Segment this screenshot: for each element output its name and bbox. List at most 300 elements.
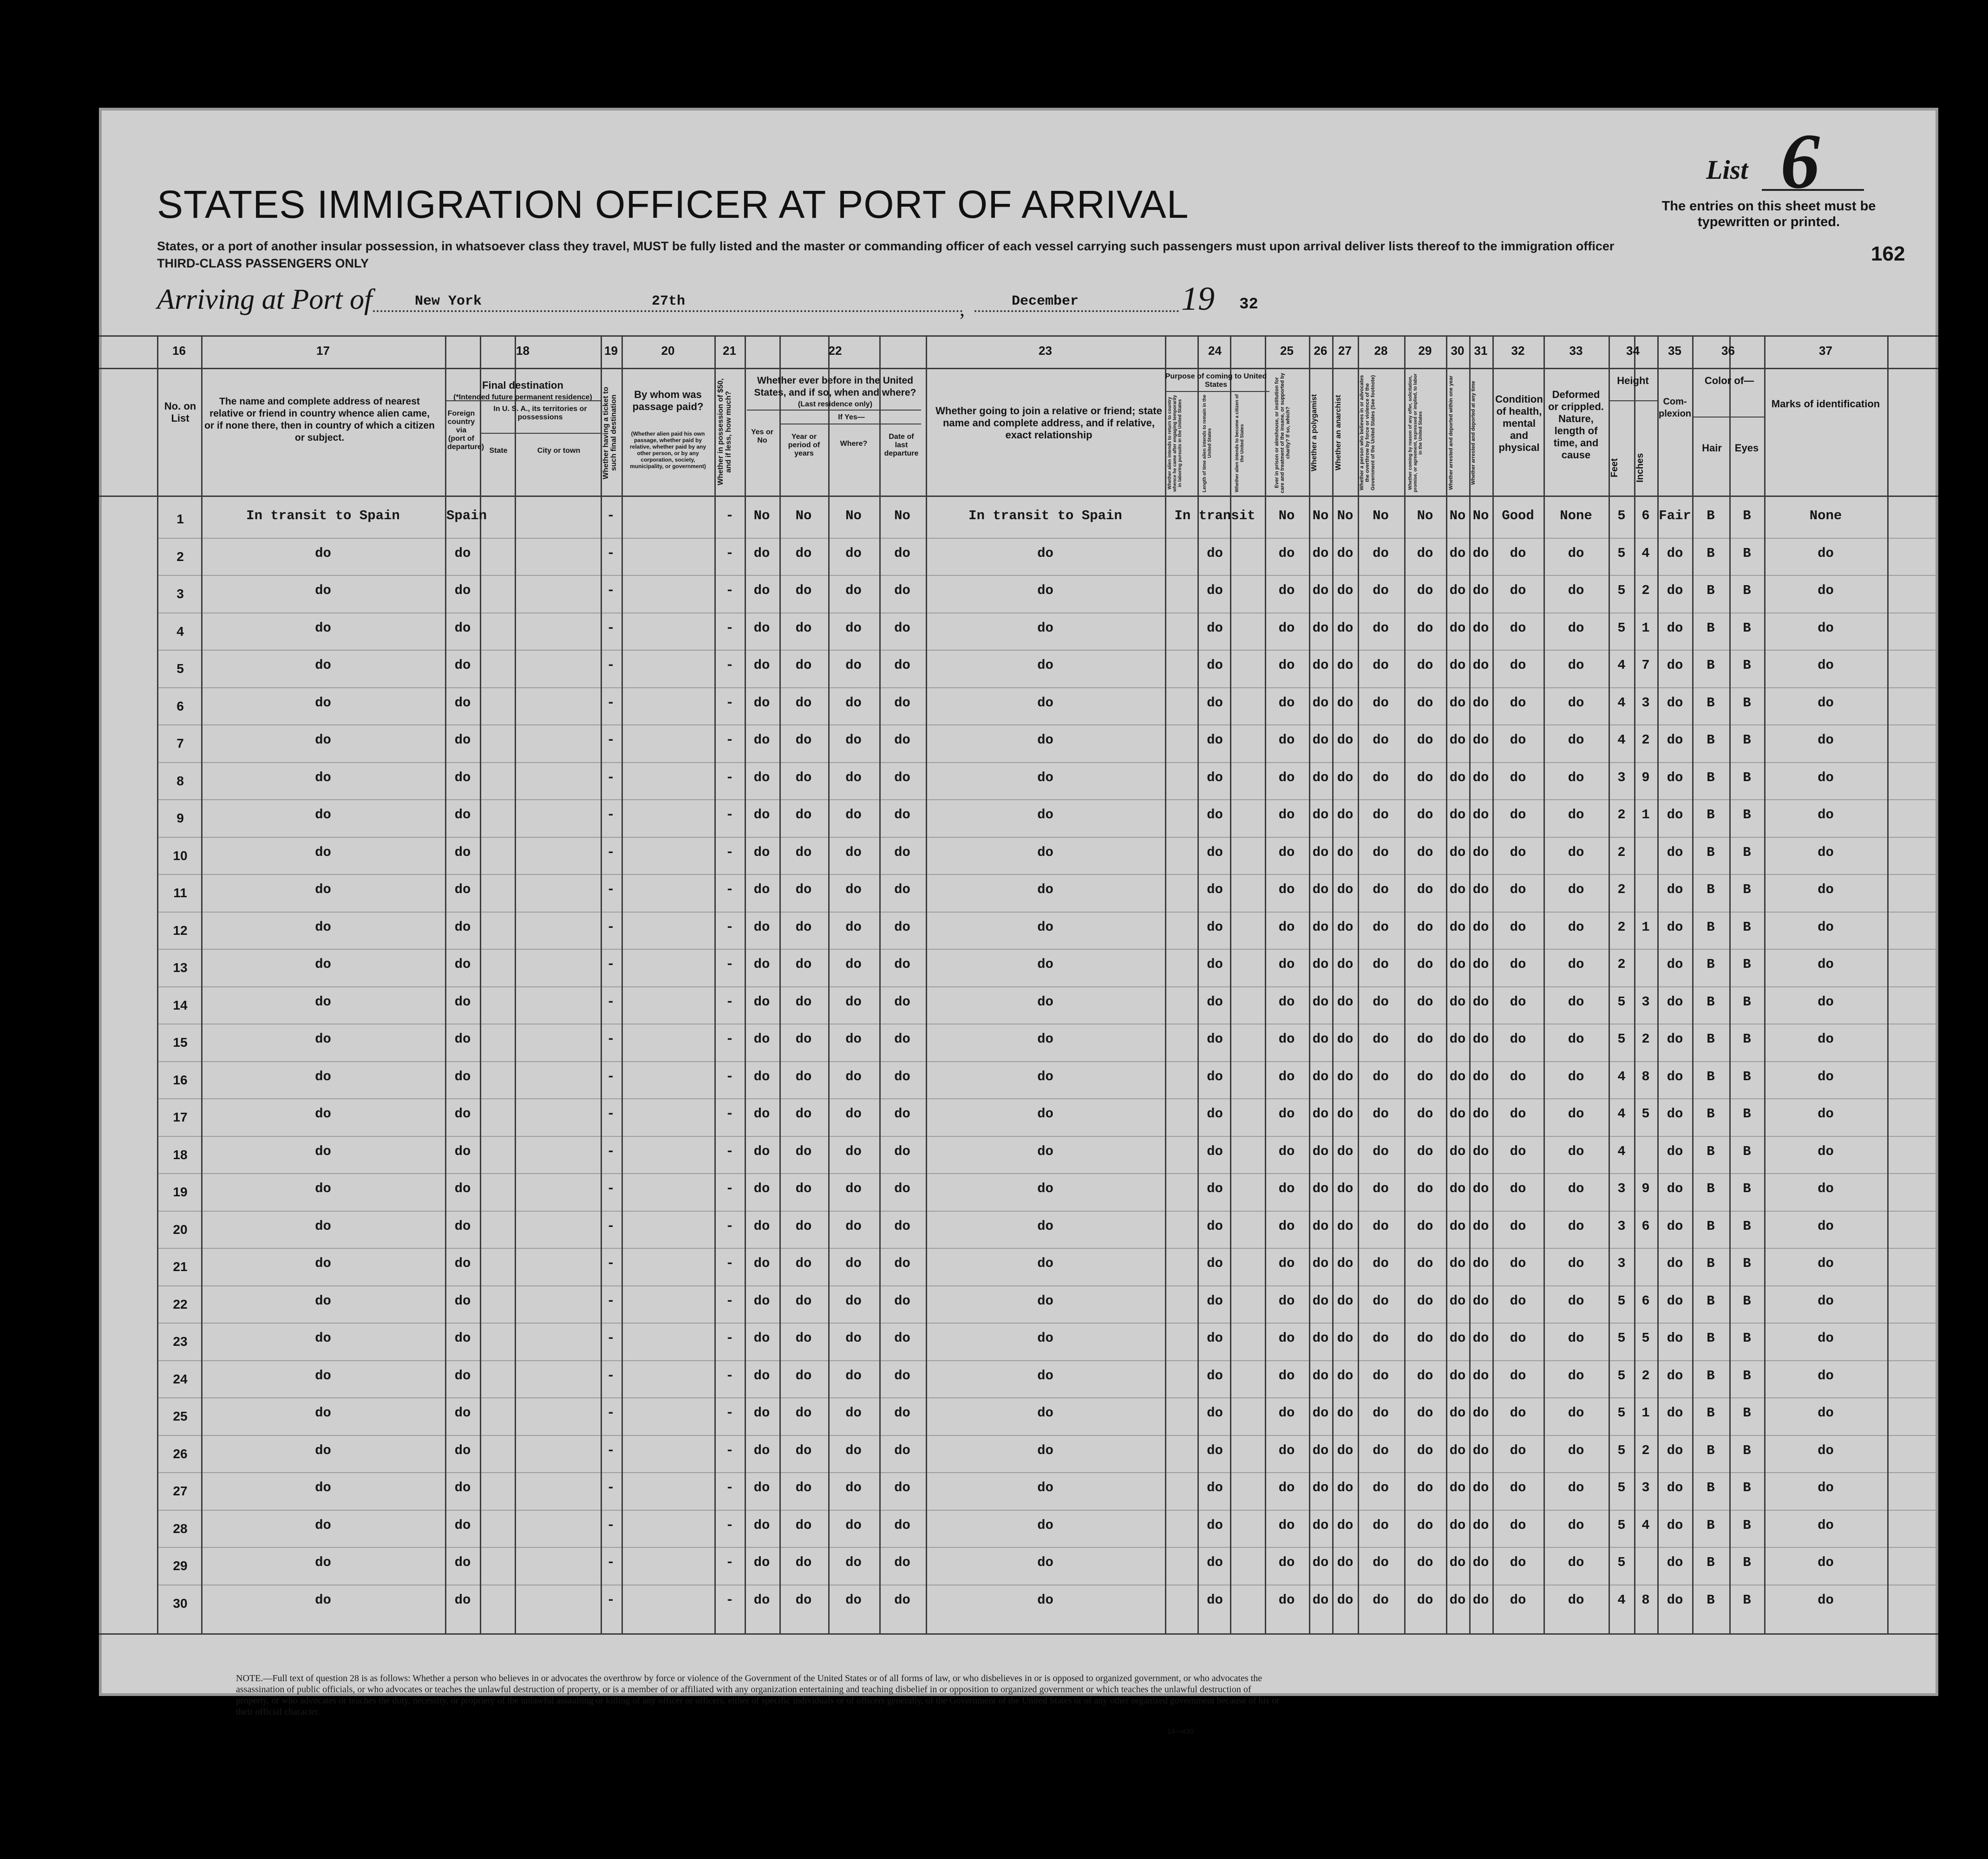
- cell-c17: do: [315, 1293, 331, 1309]
- cell-in: 9: [1641, 770, 1650, 785]
- cell-c37: do: [1818, 1442, 1834, 1458]
- cell-in: 7: [1641, 658, 1650, 673]
- divider: [747, 410, 921, 411]
- cell-c23: do: [1037, 658, 1053, 673]
- cell-c33: None: [1560, 508, 1592, 523]
- cell-dt: do: [894, 919, 910, 935]
- cell-c18: do: [454, 1181, 471, 1196]
- cell-in: 2: [1641, 732, 1650, 748]
- cell-wh: do: [845, 583, 862, 598]
- cell-c25: do: [1278, 1592, 1295, 1608]
- cell-c33: do: [1568, 1293, 1584, 1309]
- cell-yn: do: [753, 583, 770, 598]
- cell-c23: do: [1037, 695, 1053, 711]
- cell-c24: do: [1207, 1143, 1223, 1159]
- cell-hair: B: [1707, 658, 1715, 673]
- row-number: 28: [173, 1521, 188, 1536]
- column-number: 19: [604, 344, 618, 358]
- cell-c17: do: [315, 844, 331, 860]
- cell-c35: do: [1667, 807, 1683, 822]
- cell-c18: do: [454, 807, 471, 822]
- year-value: 32: [1239, 296, 1258, 313]
- cell-c27: do: [1337, 1106, 1354, 1122]
- cell-hair: B: [1707, 1592, 1715, 1608]
- cell-c21: -: [726, 1143, 734, 1159]
- cell-yn: do: [753, 1592, 770, 1608]
- port-value: New York: [415, 294, 482, 309]
- cell-yr: do: [795, 1218, 812, 1234]
- cell-c30: do: [1449, 1442, 1466, 1458]
- cell-c19: -: [607, 1031, 615, 1047]
- cell-c28: do: [1373, 807, 1389, 822]
- cell-yn: do: [753, 1143, 770, 1159]
- cell-c24: do: [1207, 658, 1223, 673]
- header-complexion: Com-plexion: [1659, 397, 1692, 419]
- cell-yr: do: [795, 658, 812, 673]
- cell-yr: do: [795, 1368, 812, 1383]
- cell-ft: 3: [1617, 1181, 1626, 1196]
- cell-c32: do: [1510, 844, 1526, 860]
- column-number: 22: [828, 344, 842, 358]
- cell-hair: B: [1707, 1106, 1715, 1122]
- cell-eyes: B: [1743, 545, 1751, 561]
- header-purpose-return: Whether alien intends to return to country whence he came after engaging temporarily in laboring pursuits in the United States: [1167, 395, 1183, 492]
- cell-c35: do: [1667, 658, 1683, 673]
- cell-c29: do: [1417, 1181, 1433, 1196]
- cell-c24: do: [1207, 1293, 1223, 1309]
- cell-yn: do: [753, 658, 770, 673]
- row-number: 4: [177, 624, 184, 639]
- cell-c27: do: [1337, 732, 1354, 748]
- row-rule: [157, 762, 1938, 763]
- cell-c19: -: [607, 508, 615, 523]
- cell-yn: do: [753, 882, 770, 897]
- header-deported-any: Whether arrested and deported at any time: [1471, 381, 1476, 485]
- cell-c32: do: [1510, 1218, 1526, 1234]
- cell-eyes: B: [1743, 844, 1751, 860]
- cell-c24: do: [1207, 1517, 1223, 1533]
- cell-c26: do: [1312, 882, 1329, 897]
- cell-wh: do: [845, 1143, 862, 1159]
- cell-c17: do: [315, 1181, 331, 1196]
- cell-eyes: B: [1743, 1143, 1751, 1159]
- cell-c29: do: [1417, 1331, 1433, 1346]
- header-purpose: Purpose of coming to United States: [1165, 372, 1267, 389]
- cell-c26: do: [1312, 957, 1329, 972]
- cell-c28: do: [1373, 1442, 1389, 1458]
- cell-c18: Spain: [446, 508, 487, 523]
- cell-ft: 4: [1617, 732, 1626, 748]
- cell-c28: do: [1373, 1106, 1389, 1122]
- cell-c23: do: [1037, 1331, 1053, 1346]
- cell-c17: do: [315, 1368, 331, 1383]
- cell-c33: do: [1568, 1442, 1584, 1458]
- cell-c17: do: [315, 695, 331, 711]
- cell-dt: do: [894, 1031, 910, 1047]
- cell-c17: do: [315, 994, 331, 1010]
- header-final-destination-sub: (*Intended future permanent residence): [453, 393, 592, 401]
- cell-c29: do: [1417, 583, 1433, 598]
- cell-c27: do: [1337, 620, 1354, 636]
- cell-c35: do: [1667, 957, 1683, 972]
- cell-c28: do: [1373, 583, 1389, 598]
- arriving-label: Arriving at Port of: [157, 284, 373, 315]
- cell-c21: -: [726, 1555, 734, 1570]
- cell-c31: do: [1472, 807, 1489, 822]
- row-rule: [157, 1098, 1938, 1099]
- cell-hair: B: [1707, 1480, 1715, 1495]
- page-number: 162: [1871, 242, 1905, 265]
- cell-dt: do: [894, 1218, 910, 1234]
- row-rule: [157, 1211, 1938, 1212]
- cell-c17: do: [315, 807, 331, 822]
- cell-c19: -: [607, 1480, 615, 1495]
- cell-in: 1: [1641, 1405, 1650, 1421]
- cell-yn: do: [753, 1368, 770, 1383]
- cell-c21: -: [726, 1181, 734, 1196]
- column-divider: [1634, 335, 1635, 1633]
- cell-c26: do: [1312, 1368, 1329, 1383]
- cell-ft: 2: [1617, 844, 1626, 860]
- day-value: 27th: [652, 294, 686, 309]
- cell-yn: No: [753, 508, 770, 523]
- cell-c33: do: [1568, 583, 1584, 598]
- header-join-relative: Whether going to join a relative or friend; state name and complete address, and if relative, exact relationship: [935, 405, 1162, 441]
- row-number: 24: [173, 1371, 188, 1386]
- cell-c19: -: [607, 1442, 615, 1458]
- cell-yr: do: [795, 957, 812, 972]
- cell-c24: do: [1207, 1368, 1223, 1383]
- cell-c26: do: [1312, 1592, 1329, 1608]
- cell-yr: do: [795, 732, 812, 748]
- cell-yr: do: [795, 583, 812, 598]
- cell-yr: No: [795, 508, 812, 523]
- cell-c17: do: [315, 658, 331, 673]
- cell-c18: do: [454, 1442, 471, 1458]
- cell-yn: do: [753, 807, 770, 822]
- cell-c19: -: [607, 1517, 615, 1533]
- cell-c30: do: [1449, 807, 1466, 822]
- cell-c35: do: [1667, 695, 1683, 711]
- cell-c35: do: [1667, 1480, 1683, 1495]
- cell-c30: do: [1449, 1293, 1466, 1309]
- row-rule: [157, 1136, 1938, 1137]
- cell-yr: do: [795, 545, 812, 561]
- cell-eyes: B: [1743, 882, 1751, 897]
- cell-c35: do: [1667, 1218, 1683, 1234]
- cell-c21: -: [726, 545, 734, 561]
- cell-c31: do: [1472, 957, 1489, 972]
- cell-wh: do: [845, 1031, 862, 1047]
- cell-c23: do: [1037, 1069, 1053, 1084]
- cell-c18: do: [454, 994, 471, 1010]
- header-color-of: Color of—: [1704, 375, 1754, 386]
- cell-c24: do: [1207, 732, 1223, 748]
- row-number: 20: [173, 1222, 188, 1237]
- cell-c18: do: [454, 919, 471, 935]
- cell-in: 5: [1641, 1106, 1650, 1122]
- cell-ft: 4: [1617, 1143, 1626, 1159]
- cell-c24: do: [1207, 620, 1223, 636]
- cell-dt: do: [894, 1331, 910, 1346]
- cell-c30: do: [1449, 1480, 1466, 1495]
- row-number: 6: [177, 698, 184, 713]
- cell-c33: do: [1568, 1517, 1584, 1533]
- cell-hair: B: [1707, 545, 1715, 561]
- column-divider: [745, 335, 746, 1633]
- cell-c17: do: [315, 1218, 331, 1234]
- cell-c37: do: [1818, 1480, 1834, 1495]
- cell-eyes: B: [1743, 957, 1751, 972]
- comma-separator: ,: [960, 298, 965, 320]
- cell-eyes: B: [1743, 1069, 1751, 1084]
- header-in-usa: In U. S. A., its territories or possessions: [493, 405, 587, 421]
- cell-yn: do: [753, 770, 770, 785]
- row-number: 22: [173, 1297, 188, 1311]
- cell-ft: 3: [1617, 1218, 1626, 1234]
- cell-c31: do: [1472, 1331, 1489, 1346]
- cell-c33: do: [1568, 1368, 1584, 1383]
- cell-yn: do: [753, 545, 770, 561]
- cell-c27: do: [1337, 583, 1354, 598]
- cell-c33: do: [1568, 545, 1584, 561]
- cell-yr: do: [795, 1031, 812, 1047]
- cell-ft: 5: [1617, 583, 1626, 598]
- cell-c23: do: [1037, 1368, 1053, 1383]
- row-rule: [157, 1397, 1938, 1398]
- cell-c33: do: [1568, 770, 1584, 785]
- cell-c30: do: [1449, 882, 1466, 897]
- cell-c27: do: [1337, 1293, 1354, 1309]
- cell-c37: do: [1818, 1555, 1834, 1570]
- cell-c23: do: [1037, 994, 1053, 1010]
- cell-c37: do: [1818, 658, 1834, 673]
- cell-c19: -: [607, 1592, 615, 1608]
- cell-c23: do: [1037, 1293, 1053, 1309]
- cell-c30: do: [1449, 583, 1466, 598]
- cell-c27: do: [1337, 1143, 1354, 1159]
- cell-wh: do: [845, 1331, 862, 1346]
- cell-c28: do: [1373, 1480, 1389, 1495]
- cell-c19: -: [607, 1405, 615, 1421]
- cell-eyes: B: [1743, 1442, 1751, 1458]
- cell-c24: do: [1207, 770, 1223, 785]
- header-ever-before: Whether ever before in the United States, and if so, when and where?: [754, 375, 916, 398]
- cell-c18: do: [454, 882, 471, 897]
- cell-c23: do: [1037, 1256, 1053, 1271]
- cell-c18: do: [454, 1405, 471, 1421]
- cell-hair: B: [1707, 1031, 1715, 1047]
- cell-yr: do: [795, 1517, 812, 1533]
- cell-ft: 5: [1617, 1555, 1626, 1570]
- cell-c35: do: [1667, 770, 1683, 785]
- cell-dt: do: [894, 1293, 910, 1309]
- row-number: 11: [173, 886, 187, 900]
- divider: [480, 433, 601, 434]
- row-rule: [157, 1547, 1938, 1548]
- cell-eyes: B: [1743, 1592, 1751, 1608]
- cell-c35: do: [1667, 583, 1683, 598]
- cell-c26: do: [1312, 770, 1329, 785]
- cell-c28: do: [1373, 1181, 1389, 1196]
- column-number: 32: [1511, 344, 1525, 358]
- cell-c32: do: [1510, 882, 1526, 897]
- cell-c37: do: [1818, 1106, 1834, 1122]
- header-where: Where?: [840, 440, 868, 448]
- cell-c29: do: [1417, 545, 1433, 561]
- cell-c17: In transit to Spain: [246, 508, 400, 523]
- cell-c26: do: [1312, 1555, 1329, 1570]
- header-inches: Inches: [1635, 453, 1645, 483]
- cell-c35: do: [1667, 620, 1683, 636]
- cell-eyes: B: [1743, 770, 1751, 785]
- cell-c25: do: [1278, 695, 1295, 711]
- cell-yn: do: [753, 919, 770, 935]
- cell-hair: B: [1707, 1143, 1715, 1159]
- cell-c26: do: [1312, 807, 1329, 822]
- cell-c28: do: [1373, 1256, 1389, 1271]
- cell-c24: In transit: [1174, 508, 1256, 523]
- cell-c17: do: [315, 1106, 331, 1122]
- cell-dt: do: [894, 957, 910, 972]
- column-divider: [601, 335, 602, 1633]
- cell-c35: do: [1667, 1405, 1683, 1421]
- cell-c31: do: [1472, 1405, 1489, 1421]
- cell-c21: -: [726, 1480, 734, 1495]
- cell-c21: -: [726, 1368, 734, 1383]
- cell-c25: do: [1278, 583, 1295, 598]
- cell-c33: do: [1568, 957, 1584, 972]
- cell-c23: do: [1037, 1442, 1053, 1458]
- cell-c32: do: [1510, 1106, 1526, 1122]
- cell-c23: do: [1037, 1405, 1053, 1421]
- cell-c29: do: [1417, 1256, 1433, 1271]
- cell-hair: B: [1707, 620, 1715, 636]
- column-number: 24: [1208, 344, 1222, 358]
- cell-ft: 5: [1617, 1331, 1626, 1346]
- cell-c25: do: [1278, 919, 1295, 935]
- cell-c24: do: [1207, 1331, 1223, 1346]
- cell-c18: do: [454, 1368, 471, 1383]
- column-divider: [1358, 335, 1359, 1633]
- cell-c27: do: [1337, 545, 1354, 561]
- cell-c28: do: [1373, 1031, 1389, 1047]
- header-possession-50: Whether in possession of $50, and if less, how much?: [717, 378, 732, 485]
- cell-wh: do: [845, 1368, 862, 1383]
- cell-c27: do: [1337, 807, 1354, 822]
- cell-yn: do: [753, 1256, 770, 1271]
- cell-in: 6: [1641, 1293, 1650, 1309]
- row-number: 23: [173, 1334, 188, 1349]
- cell-c28: do: [1373, 1517, 1389, 1533]
- cell-c29: do: [1417, 844, 1433, 860]
- cell-c35: do: [1667, 1442, 1683, 1458]
- cell-c23: do: [1037, 1480, 1053, 1495]
- cell-c33: do: [1568, 620, 1584, 636]
- cell-yr: do: [795, 1442, 812, 1458]
- cell-c23: do: [1037, 770, 1053, 785]
- cell-c24: do: [1207, 583, 1223, 598]
- cell-hair: B: [1707, 732, 1715, 748]
- cell-c19: -: [607, 1069, 615, 1084]
- header-passage-paid: By whom was passage paid?: [632, 389, 704, 412]
- cell-yr: do: [795, 1181, 812, 1196]
- cell-c29: do: [1417, 1517, 1433, 1533]
- cell-eyes: B: [1743, 1368, 1751, 1383]
- cell-c25: do: [1278, 1218, 1295, 1234]
- cell-wh: do: [845, 545, 862, 561]
- cell-c24: do: [1207, 1480, 1223, 1495]
- header-relative-address: The name and complete address of nearest relative or friend in country whence alien came, or if none there, then in country of which a citizen or subject.: [204, 396, 435, 443]
- passenger-class: THIRD-CLASS PASSENGERS ONLY: [157, 256, 369, 270]
- cell-c21: -: [726, 1293, 734, 1309]
- cell-c17: do: [315, 1405, 331, 1421]
- cell-yn: do: [753, 1442, 770, 1458]
- cell-c23: do: [1037, 1106, 1053, 1122]
- cell-c26: do: [1312, 1517, 1329, 1533]
- cell-c26: do: [1312, 695, 1329, 711]
- cell-c25: do: [1278, 807, 1295, 822]
- cell-c25: do: [1278, 732, 1295, 748]
- cell-hair: B: [1707, 695, 1715, 711]
- cell-c19: -: [607, 1181, 615, 1196]
- year-prefix: 19: [1181, 280, 1215, 317]
- cell-c33: do: [1568, 882, 1584, 897]
- table-bottom-border: [99, 1633, 1938, 1635]
- cell-c31: do: [1472, 583, 1489, 598]
- cell-c30: do: [1449, 658, 1466, 673]
- cell-in: 6: [1641, 1218, 1650, 1234]
- cell-c19: -: [607, 1218, 615, 1234]
- cell-c29: do: [1417, 1480, 1433, 1495]
- cell-dt: do: [894, 1256, 910, 1271]
- cell-c19: -: [607, 1368, 615, 1383]
- column-divider: [879, 335, 881, 1633]
- column-divider: [1332, 335, 1334, 1633]
- cell-eyes: B: [1743, 994, 1751, 1010]
- cell-c31: do: [1472, 1181, 1489, 1196]
- cell-c21: -: [726, 994, 734, 1010]
- cell-c28: do: [1373, 1368, 1389, 1383]
- column-divider: [1197, 335, 1199, 1633]
- cell-c28: do: [1373, 994, 1389, 1010]
- cell-in: 8: [1641, 1592, 1650, 1608]
- cell-c33: do: [1568, 1256, 1584, 1271]
- cell-c24: do: [1207, 957, 1223, 972]
- cell-hair: B: [1707, 882, 1715, 897]
- cell-c24: do: [1207, 545, 1223, 561]
- cell-c18: do: [454, 1331, 471, 1346]
- cell-wh: do: [845, 994, 862, 1010]
- cell-dt: do: [894, 1106, 910, 1122]
- cell-yn: do: [753, 1331, 770, 1346]
- cell-ft: 5: [1617, 1031, 1626, 1047]
- cell-c32: do: [1510, 658, 1526, 673]
- column-divider: [1446, 335, 1447, 1633]
- cell-c37: do: [1818, 1256, 1834, 1271]
- cell-wh: do: [845, 695, 862, 711]
- cell-c21: -: [726, 1218, 734, 1234]
- cell-c21: -: [726, 844, 734, 860]
- row-number: 2: [177, 549, 184, 564]
- cell-c29: do: [1417, 1368, 1433, 1383]
- cell-wh: do: [845, 1442, 862, 1458]
- header-yes-no: Yes or No: [751, 428, 774, 444]
- header-health: Condition of health, mental and physical: [1495, 393, 1543, 453]
- cell-in: 3: [1641, 994, 1650, 1010]
- cell-c37: do: [1818, 807, 1834, 822]
- cell-eyes: B: [1743, 1293, 1751, 1309]
